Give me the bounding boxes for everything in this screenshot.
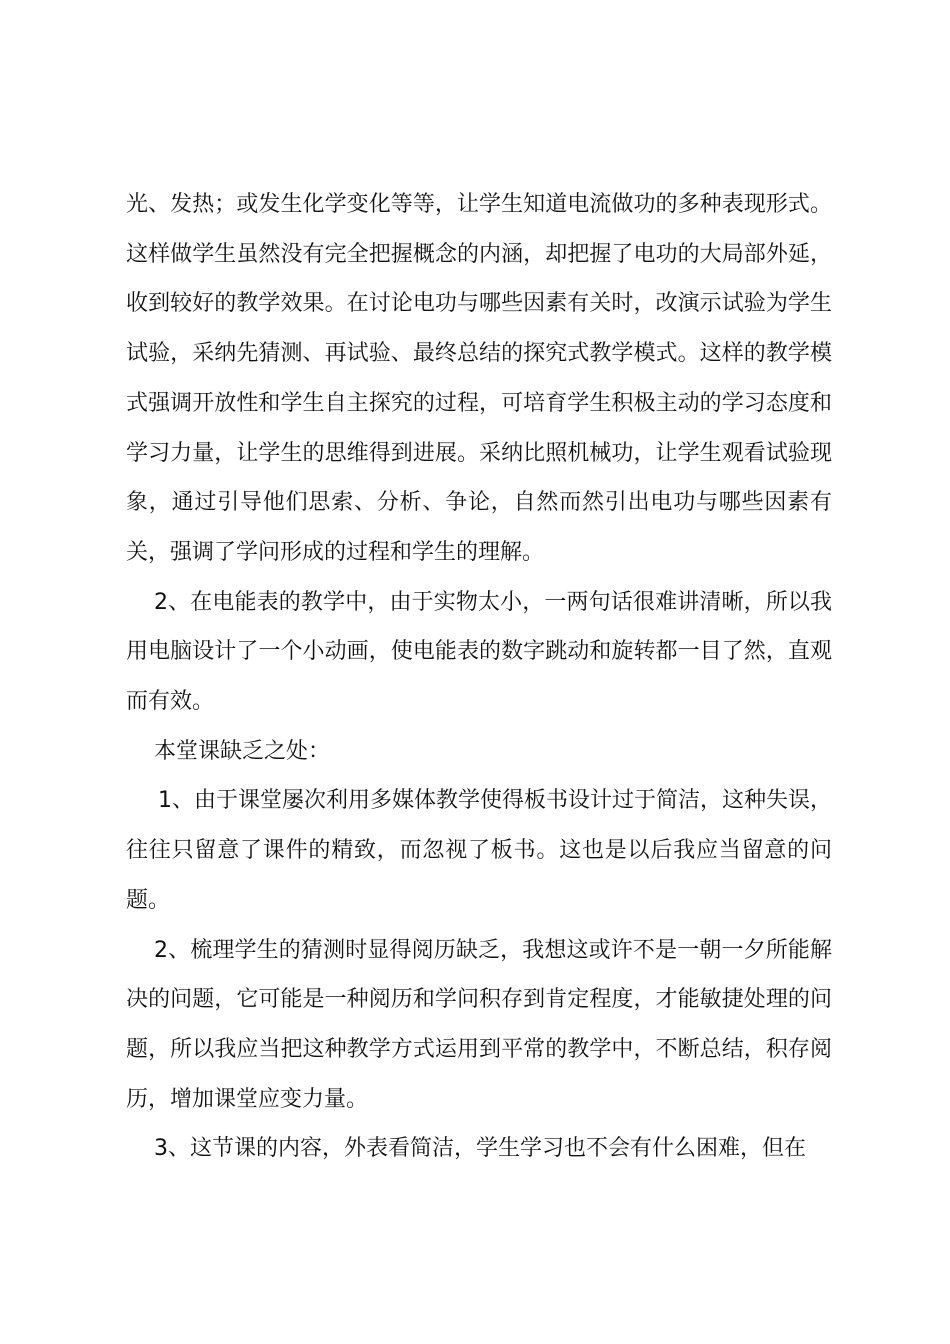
paragraph-continuation: 光、发热；或发生化学变化等等，让学生知道电流做功的多种表现形式。这样做学生虽然没有完全把握概念的内涵，却把握了电功的大局部外延，收到较好的教学效果。在讨论电功与哪些因素有关时，改演示试验为学生试验，采纳先猜测、再试验、最终总结的探究式教学模式。这样的教学模式强调开放性和学生自主探究的过程，可培育学生积极主动的学习态度和学习力量，让学生的思维得到进展。采纳比照机械功，让学生观看试验现象，通过引导他们思索、分析、争论，自然而然引出电功与哪些因素有关，强调了学问形成的过程和学生的理解。 xyxy=(126,192,832,565)
paragraph-shortcomings-heading: 本堂课缺乏之处： xyxy=(154,738,331,764)
document-body xyxy=(126,180,832,1174)
paragraph-shortcoming-1: 1、由于课堂屡次利用多媒体教学使得板书设计过于简洁，这种失误，往往只留意了课件的精致，而忽视了板书。这也是以后我应当留意的问题。 xyxy=(126,788,832,913)
paragraph-item-2: 2、在电能表的教学中，由于实物太小，一两句话很难讲清晰，所以我用电脑设计了一个小动画，使电能表的数字跳动和旋转都一目了然，直观而有效。 xyxy=(126,589,832,715)
paragraph-shortcoming-3: 3、这节课的内容，外表看简洁，学生学习也不会有什么困难，但在 xyxy=(154,1136,806,1162)
paragraph-shortcoming-2: 2、梳理学生的猜测时显得阅历缺乏，我想这或许不是一朝一夕所能解决的问题，它可能是一种阅历和学问积存到肯定程度，才能敏捷处理的问题，所以我应当把这种教学方式运用到平常的教学中，不断总结，积存阅历，增加课堂应变力量。 xyxy=(126,937,832,1112)
